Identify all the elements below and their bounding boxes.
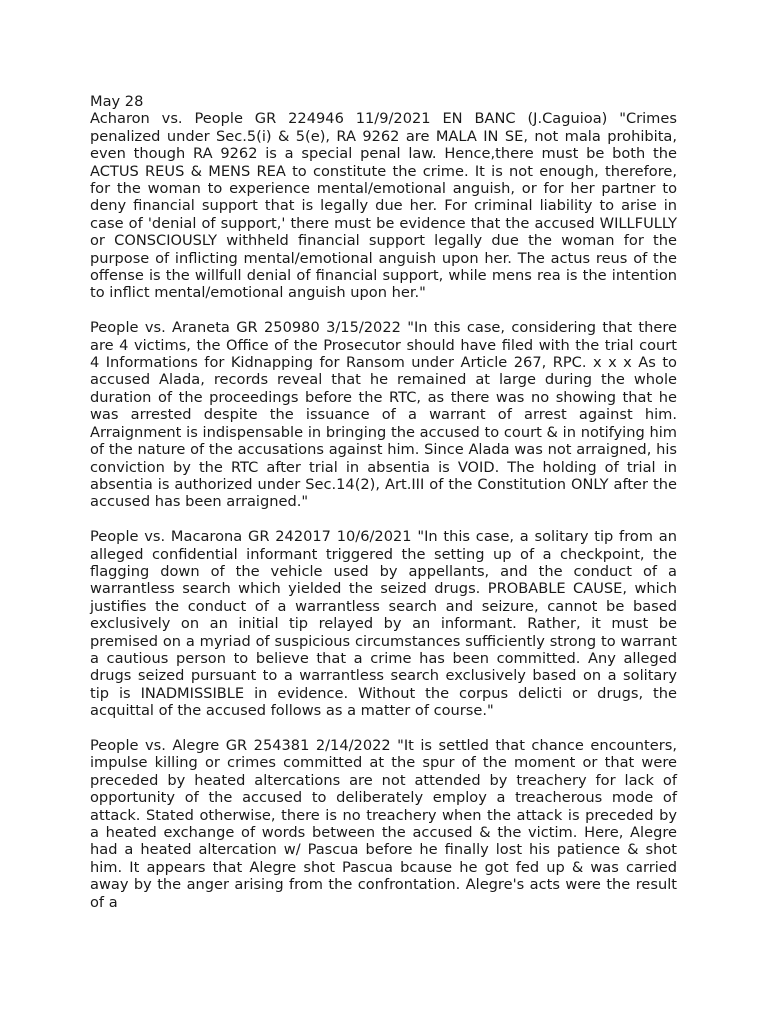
date-heading: May 28 [90,93,144,110]
document-page [90,93,677,911]
case-paragraph-araneta: People vs. Araneta GR 250980 3/15/2022 "In this case, considering that there are 4 victims, the Office of the Prosecutor should have filed with the trial court 4 Informations for Kidnapping for Ransom under Article 267, RPC. x x x As to accused Alada, records reveal that he remained at large during the whole duration of the proceedings before the RTC, as there was no showing that he was arrested despite the issuance of a warrant of arrest against him. Arraignment is indispensable in bringing the accused to court & in notifying him of the nature of the accusations against him. Since Alada was not arraigned, his conviction by the RTC after trial in absentia is VOID. The holding of trial in absentia is authorized under Sec.14(2), Art.III of the Constitution ONLY after the accused has been arraigned." [90,319,677,511]
case-paragraph-acharon: Acharon vs. People GR 224946 11/9/2021 EN BANC (J.Caguioa) "Crimes penalized under Sec.5(i) & 5(e), RA 9262 are MALA IN SE, not mala prohibita, even though RA 9262 is a special penal law. Hence,there must be both the ACTUS REUS & MENS REA to constitute the crime. It is not enough, therefore, for the woman to experience mental/emotional anguish, or for her partner to deny financial support that is legally due her. For criminal liability to arise in case of 'denial of support,' there must be evidence that the accused WILLFULLY or CONSCIOUSLY withheld financial support legally due the woman for the purpose of inflicting mental/emotional anguish upon her. The actus reus of the offense is the willfull denial of financial support, while mens rea is the intention to inflict mental/emotional anguish upon her." [90,110,677,302]
case-paragraph-macarona: People vs. Macarona GR 242017 10/6/2021 "In this case, a solitary tip from an alleged confidential informant triggered the setting up of a checkpoint, the flagging down of the vehicle used by appellants, and the conduct of a warrantless search which yielded the seized drugs. PROBABLE CAUSE, which justifies the conduct of a warrantless search and seizure, cannot be based exclusively on an initial tip relayed by an informant. Rather, it must be premised on a myriad of suspicious circumstances sufficiently strong to warrant a cautious person to believe that a crime has been committed. Any alleged drugs seized pursuant to a warrantless search exclusively based on a solitary tip is INADMISSIBLE in evidence. Without the corpus delicti or drugs, the acquittal of the accused follows as a matter of course." [90,528,677,720]
case-paragraph-alegre: People vs. Alegre GR 254381 2/14/2022 "It is settled that chance encounters, impulse killing or crimes committed at the spur of the moment or that were preceded by heated altercations are not attended by treachery for lack of opportunity of the accused to deliberately employ a treacherous mode of attack. Stated otherwise, there is no treachery when the attack is preceded by a heated exchange of words between the accused & the victim. Here, Alegre had a heated altercation w/ Pascua before he finally lost his patience & shot him. It appears that Alegre shot Pascua bcause he got fed up & was carried away by the anger arising from the confrontation. Alegre's acts were the result of a [90,736,677,911]
